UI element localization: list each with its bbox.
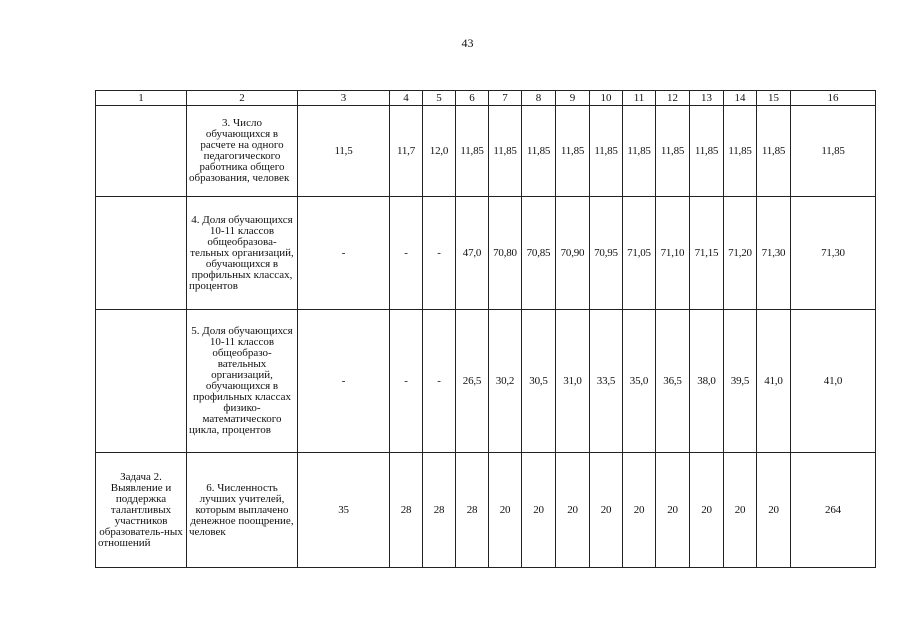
column-header: 5 xyxy=(423,91,456,106)
value-cell: 20 xyxy=(590,453,623,568)
value-cell: 71,10 xyxy=(656,197,690,310)
value-cell: 71,30 xyxy=(791,197,876,310)
column-header: 1 xyxy=(96,91,187,106)
value-cell: 11,85 xyxy=(656,106,690,197)
value-cell: 11,85 xyxy=(522,106,556,197)
value-cell: 39,5 xyxy=(724,310,757,453)
value-cell: 28 xyxy=(423,453,456,568)
value-cell: 70,90 xyxy=(556,197,590,310)
value-cell: 41,0 xyxy=(791,310,876,453)
value-cell: - xyxy=(390,310,423,453)
value-cell: 20 xyxy=(623,453,656,568)
column-header: 6 xyxy=(456,91,489,106)
header-row xyxy=(96,91,876,106)
value-cell: 31,0 xyxy=(556,310,590,453)
column-header: 8 xyxy=(522,91,556,106)
column-header: 12 xyxy=(656,91,690,106)
task-text: Задача 2. Выявление и поддержка талантливых участников образователь-ных отношений xyxy=(98,470,183,549)
value-cell: 20 xyxy=(556,453,590,568)
value-cell: 35,0 xyxy=(623,310,656,453)
value-cell: 30,5 xyxy=(522,310,556,453)
value-cell: 28 xyxy=(456,453,489,568)
table-row xyxy=(96,106,876,197)
column-header: 2 xyxy=(187,91,298,106)
value-cell: 264 xyxy=(791,453,876,568)
value-cell: 71,05 xyxy=(623,197,656,310)
value-cell: 20 xyxy=(489,453,522,568)
task-cell xyxy=(96,106,187,197)
indicator-text: 4. Доля обучающихся 10-11 классов общеобразова-тельных организаций, обучающихся в профильных классах, процентов xyxy=(189,213,294,292)
column-header: 7 xyxy=(489,91,522,106)
value-cell: 36,5 xyxy=(656,310,690,453)
value-cell: 71,30 xyxy=(757,197,791,310)
value-cell: 12,0 xyxy=(423,106,456,197)
table-row xyxy=(96,197,876,310)
value-cell: 11,85 xyxy=(456,106,489,197)
task-cell xyxy=(96,197,187,310)
indicator-cell xyxy=(187,197,298,310)
value-cell: 11,85 xyxy=(623,106,656,197)
indicator-text: 6. Численность лучших учителей, которым выплачено денежное поощрение, человек xyxy=(189,481,294,538)
value-cell: - xyxy=(423,197,456,310)
value-cell: 11,85 xyxy=(690,106,724,197)
column-header: 14 xyxy=(724,91,757,106)
value-cell: 70,80 xyxy=(489,197,522,310)
value-cell: 20 xyxy=(757,453,791,568)
indicator-text: 5. Доля обучающихся 10-11 классов общеобразо-вательных организаций, обучающихся в профильных классах физико-математического цикла, процентов xyxy=(189,325,293,436)
indicator-cell xyxy=(187,310,298,453)
value-cell: 47,0 xyxy=(456,197,489,310)
value-cell: - xyxy=(390,197,423,310)
column-header: 16 xyxy=(791,91,876,106)
value-cell: 70,85 xyxy=(522,197,556,310)
value-cell: 33,5 xyxy=(590,310,623,453)
value-cell: 11,85 xyxy=(556,106,590,197)
value-cell: 20 xyxy=(690,453,724,568)
column-header: 13 xyxy=(690,91,724,106)
table-row xyxy=(96,453,876,568)
data-table xyxy=(95,90,876,568)
task-cell xyxy=(96,310,187,453)
column-header: 10 xyxy=(590,91,623,106)
column-header: 9 xyxy=(556,91,590,106)
value-cell: 28 xyxy=(390,453,423,568)
indicator-cell xyxy=(187,453,298,568)
value-cell: 26,5 xyxy=(456,310,489,453)
indicator-cell xyxy=(187,106,298,197)
value-cell: - xyxy=(298,310,390,453)
value-cell: 71,15 xyxy=(690,197,724,310)
value-cell: 38,0 xyxy=(690,310,724,453)
value-cell: 11,85 xyxy=(757,106,791,197)
value-cell: - xyxy=(298,197,390,310)
value-cell: 20 xyxy=(656,453,690,568)
task-cell xyxy=(96,453,187,568)
value-cell: 11,5 xyxy=(298,106,390,197)
value-cell: 11,7 xyxy=(390,106,423,197)
value-cell: 35 xyxy=(298,453,390,568)
value-cell: 20 xyxy=(522,453,556,568)
value-cell: - xyxy=(423,310,456,453)
table-row xyxy=(96,310,876,453)
value-cell: 11,85 xyxy=(489,106,522,197)
value-cell: 71,20 xyxy=(724,197,757,310)
value-cell: 41,0 xyxy=(757,310,791,453)
indicator-text: 3. Число обучающихся в расчете на одного педагогического работника общего образования, человек xyxy=(189,117,290,184)
column-header: 3 xyxy=(298,91,390,106)
column-header: 15 xyxy=(757,91,791,106)
column-header: 11 xyxy=(623,91,656,106)
value-cell: 11,85 xyxy=(791,106,876,197)
value-cell: 20 xyxy=(724,453,757,568)
page-number: 43 xyxy=(461,36,474,50)
value-cell: 11,85 xyxy=(724,106,757,197)
value-cell: 70,95 xyxy=(590,197,623,310)
table-body xyxy=(96,91,876,568)
value-cell: 30,2 xyxy=(489,310,522,453)
value-cell: 11,85 xyxy=(590,106,623,197)
column-header: 4 xyxy=(390,91,423,106)
